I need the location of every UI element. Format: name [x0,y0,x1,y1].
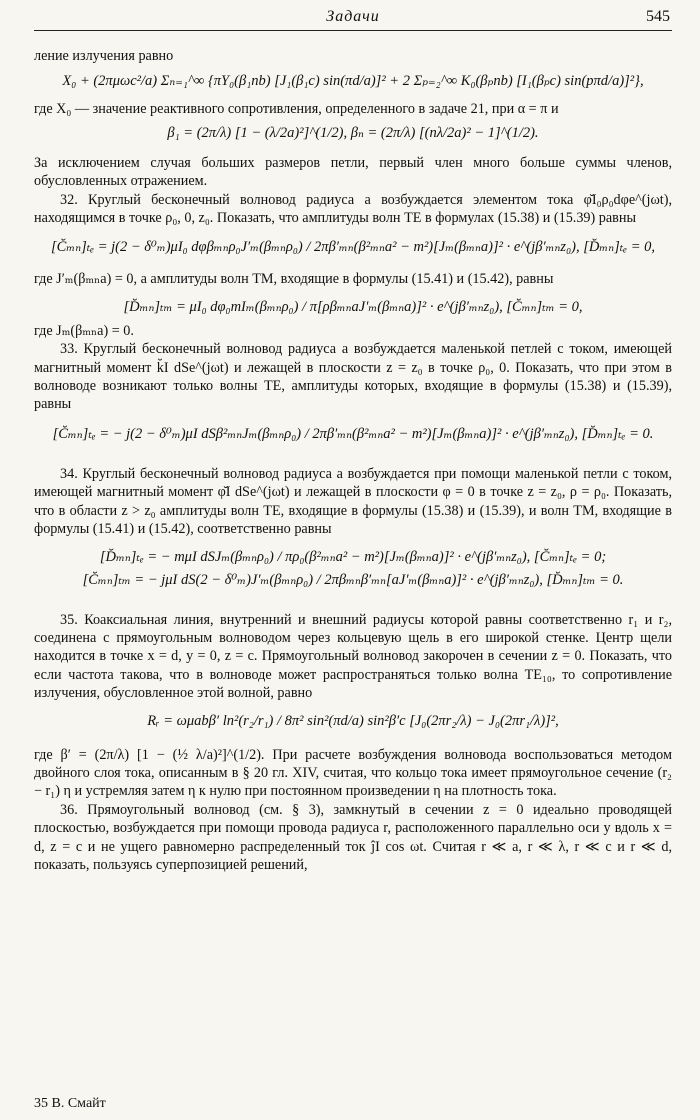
problem-36: 36. Прямоугольный волновод (см. § 3), замкнутый в сечении z = 0 идеально проводящей плоскостью, возбуждается при помощи провода радиуса r, расположенного параллельно оси y вдоль x = d, z = c и не ущего равномерно распределенный ток ĵI cos ωt. Считая r ≪ a, r ≪ λ, r ≪ c и r ≪ d, показать, пользуясь суперпозицией решений, [34,801,672,873]
equation-32-te: [C̆ₘₙ]ₜₑ = j(2 − δ⁰ₘ)μI₀ dφβₘₙρ₀J′ₘ(βₘₙρ₀) / 2πβ′ₘₙ(β²ₘₙa² − m²)[Jₘ(βₘₙa)]² · e^(jβ′ₘₙz₀), [D̆ₘₙ]ₜₑ = 0, [50,239,656,256]
paragraph-loop-size: За исключением случая больших размеров петли, первый член много больше суммы членов, обусловленных отражением. [34,154,672,190]
equation-35-radiation-resistance: Rᵣ = ωμabβ′ ln²(r₂/r₁) / 8π² sin²(πd/a) sin²β′c [J₀(2πr₂/λ) − J₀(2πr₁/λ)]², [147,712,559,729]
equation-34-te: [D̆ₘₙ]ₜₑ = − mμI dSJₘ(βₘₙρ₀) / πρ₀(β²ₘₙa² − m²)[Jₘ(βₘₙa)]² · e^(jβ′ₘₙz₀), [C̆ₘₙ]ₜₑ = 0; [99,548,607,565]
problem-32: 32. Круглый бесконечный волновод радиуса a возбуждается элементом тока φ̆I₀ρ₀dφe^(jωt), находящимся в точке ρ₀, 0, z₀. Показать, что амплитуды волн TE в формулах (15.38) и (15.39) равны [34,191,672,227]
signature-mark: 35 В. Смайт [34,1096,106,1111]
problem-34: 34. Круглый бесконечный волновод радиуса a возбуждается при помощи маленькой петли с током, имеющей магнитный момент φ̆I dSe^(jωt) и лежащей в плоскости φ = 0 в точке z = z₀, ρ = ρ₀. Показать, что в области z > z₀ амплитуды волн TE, входящие в формулы (15.38) и (15.39), и волн TM, входящие в формулы (15.41) и (15.42), соответственно равны [34,465,672,538]
paragraph-32-tm-intro: где J′ₘ(βₘₙa) = 0, а амплитуды волн TM, входящие в формулы (15.41) и (15.42), равны [34,271,554,288]
equation-32-tm: [D̆ₘₙ]ₜₘ = μI₀ dφ₀mIₘ(βₘₙρ₀) / π[ρβₘₙaJ′ₘ(βₘₙa)]² · e^(jβ′ₘₙz₀), [C̆ₘₙ]ₜₘ = 0, [123,298,583,315]
problem-33: 33. Круглый бесконечный волновод радиуса a возбуждается маленькой петлей с током, имеющей магнитный момент k̆I dSe^(jωt) и лежащей в плоскости z = z₀ в точке ρ₀, 0. Показать, что при этом в волноводе возникают только волны TE, амплитуды которых, входящие в формулы (15.38) и (15.39), равны [34,341,672,413]
equation-34-tm: [C̆ₘₙ]ₜₘ = − jμI dS(2 − δ⁰ₘ)J′ₘ(βₘₙρ₀) / 2πβₘₙβ′ₘₙ[aJ′ₘ(βₘₙa)]² · e^(jβ′ₘₙz₀), [D̆ₘₙ]ₜₘ = 0. [82,571,624,588]
paragraph-32-condition: где Jₘ(βₘₙa) = 0. [34,322,134,339]
intro-text: ление излучения равно [34,48,174,64]
equation-33-te: [C̆ₘₙ]ₜₑ = − j(2 − δ⁰ₘ)μI dSβ²ₘₙJₘ(βₘₙρ₀) / 2πβ′ₘₙ(β²ₘₙa² − m²)[Jₘ(βₘₙa)]² · e^(jβ′ₘₙz₀), [D̆ₘₙ]ₜₑ = 0. [52,425,654,442]
page-number: 545 [646,8,670,25]
equation-beta-definitions: β₁ = (2π/λ) [1 − (λ/2a)²]^(1/2), βₙ = (2π/λ) [(nλ/2a)² − 1]^(1/2). [167,124,539,141]
running-header [34,8,672,31]
paragraph-reactance-note: где X₀ — значение реактивного сопротивления, определенного в задаче 21, при α = π и [34,101,559,118]
problem-35: 35. Коаксиальная линия, внутренний и внешний радиусы которой равны соответственно r₁ и r₂, соединена с прямоугольным волноводом через кольцевую щель в его широкой стенке. Центр щели находится в точке x = d, y = 0, z = c. Прямоугольный волновод закорочен в сечении z = 0. Показать, что если частота такова, что в волноводе может распространяться только волна TE₁₀, то сопротивление излучения, обусловленное этой волной, равно [34,611,672,702]
paragraph-35-method: где β′ = (2π/λ) [1 − (½ λ/a)²]^(1/2). При расчете возбуждения волновода воспользоваться методом двойного слоя тока, описанным в § 20 гл. XIV, считая, что кольцо тока имеет прямоугольное сечение (r₂ − r₁) η и устремляя затем η к нулю при постоянном произведении η на плотность тока. [34,746,672,800]
equation-radiation-resistance: X₀ + (2πμωc²/a) Σₙ₌₁^∞ {πY₀(β₁nb) [J₁(β₁c) sin(πd/a)]² + 2 Σₚ₌₂^∞ K₀(βₚnb) [I₁(βₚc) sin(pπd/a)]²}, [62,73,644,90]
running-title: Задачи [326,8,380,25]
